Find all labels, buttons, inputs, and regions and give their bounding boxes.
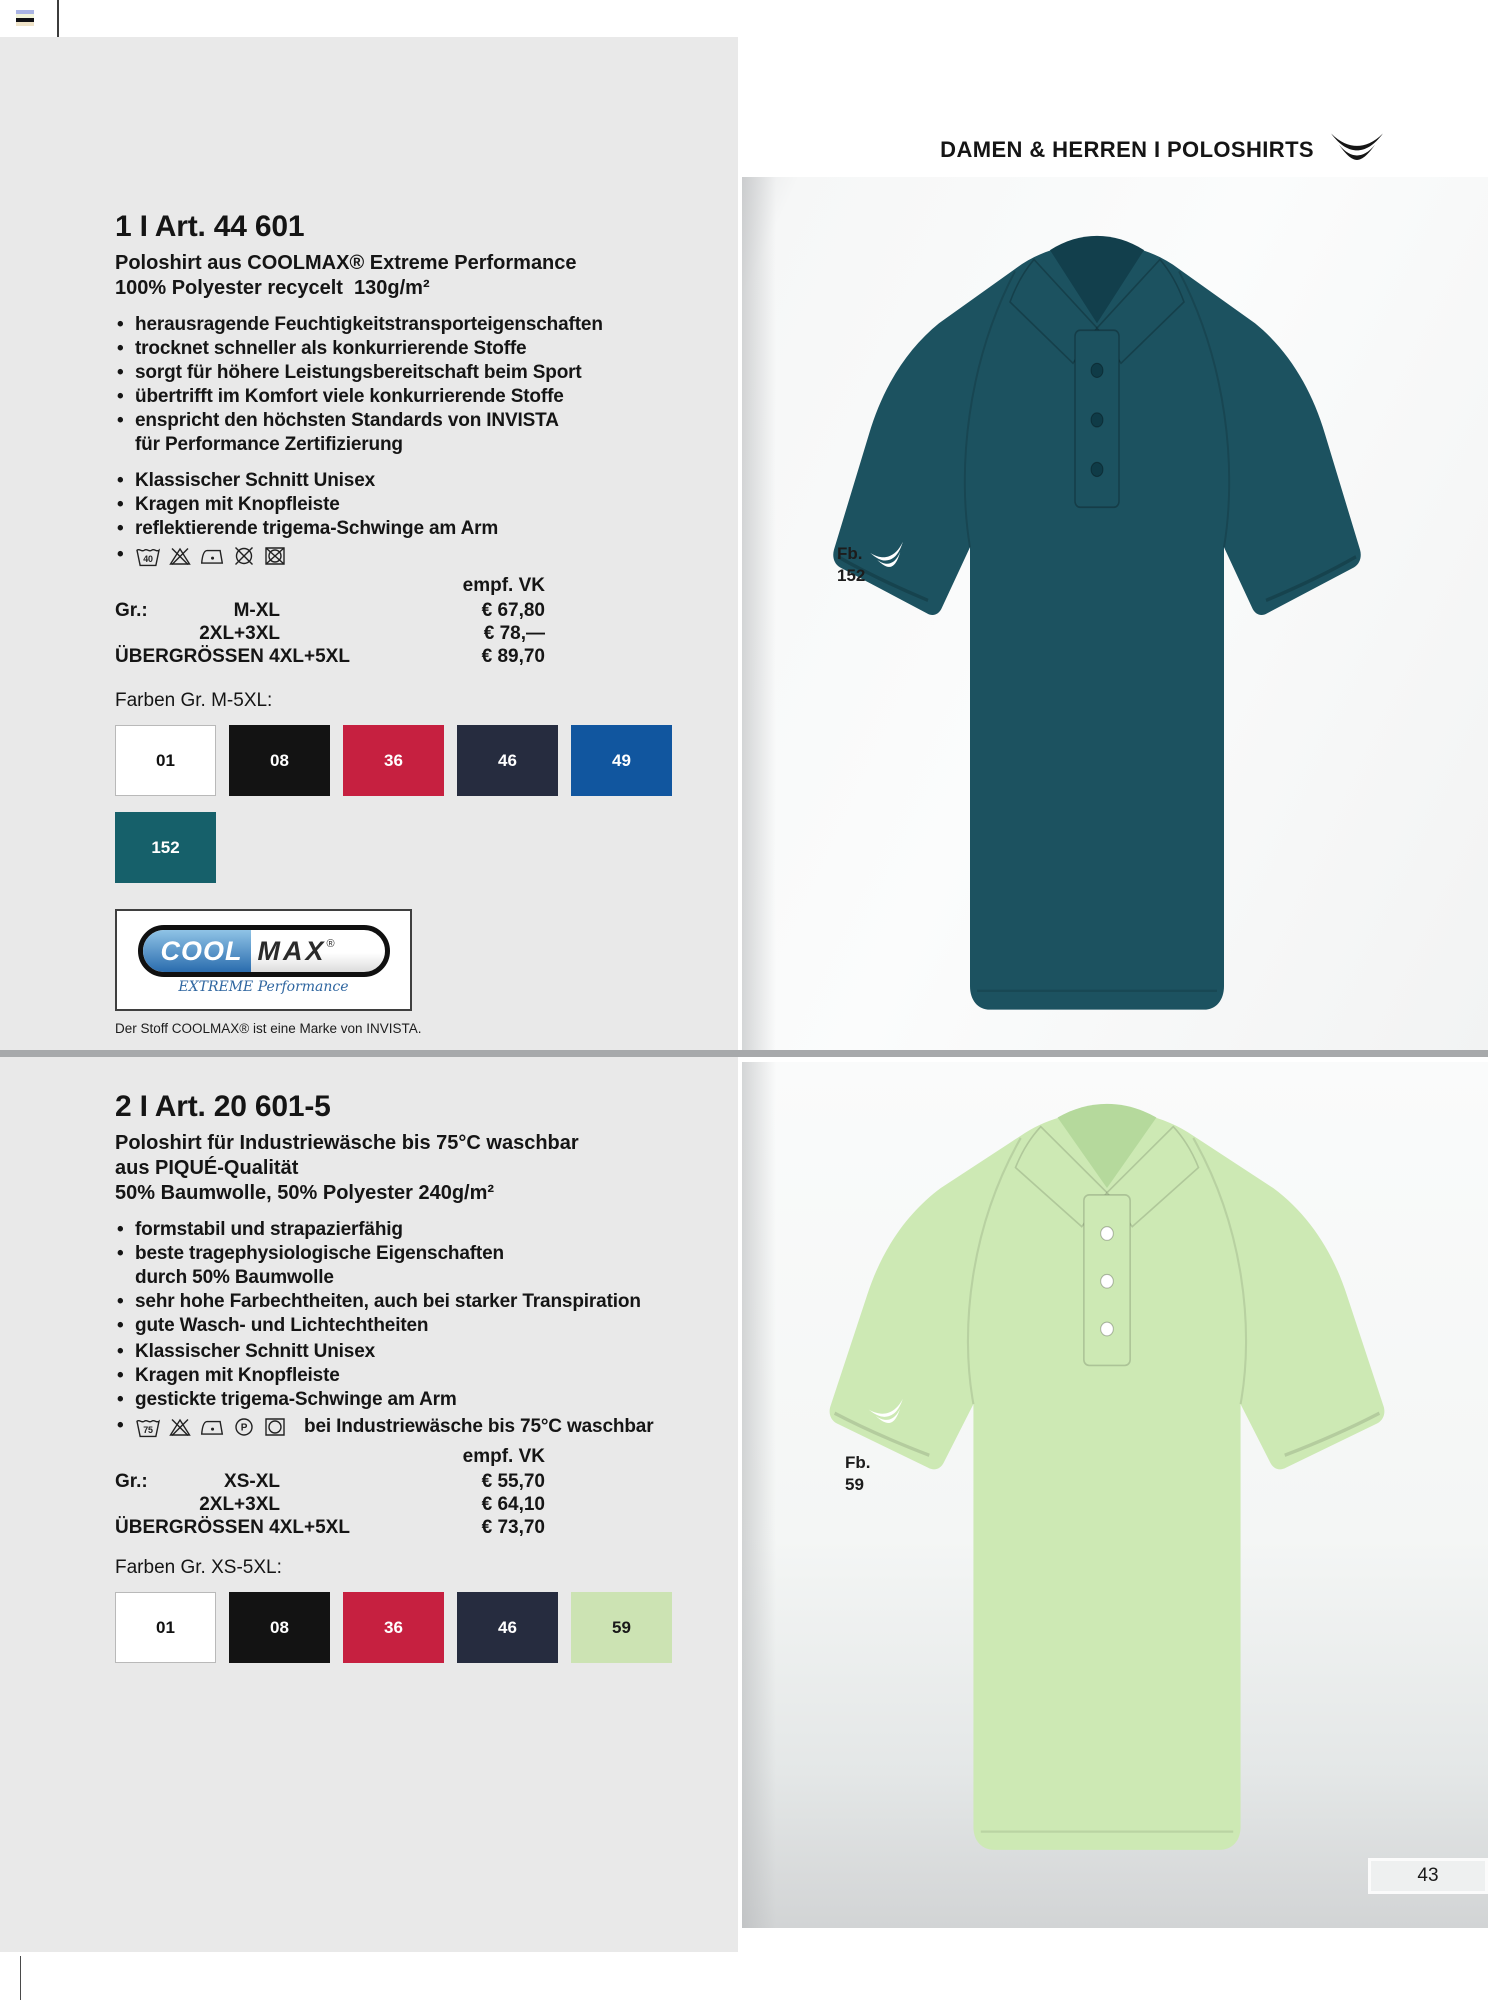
color-swatch: 49 xyxy=(571,725,672,796)
colors-label: Farben Gr. XS-5XL: xyxy=(115,1557,282,1578)
professional-wet-clean-p-icon xyxy=(232,1416,256,1438)
color-swatch-grid xyxy=(115,1592,681,1663)
list-item: • Klassischer Schnitt Unisex xyxy=(115,469,645,493)
price-table xyxy=(115,1446,545,1539)
product-photo-art-20601-5 xyxy=(742,1062,1488,1928)
list-item: • Kragen mit Knopfleiste xyxy=(115,493,645,517)
do-not-dry-clean-icon xyxy=(232,545,256,567)
color-swatch-grid xyxy=(115,725,681,883)
price-table-header: empf. VK xyxy=(462,1446,545,1467)
product-info-art-20601-5 xyxy=(115,1090,654,1663)
detail-list xyxy=(115,469,645,569)
iron-one-dot-icon xyxy=(199,545,225,567)
coolmax-logo xyxy=(115,909,412,1011)
feature-list xyxy=(115,313,645,457)
tumble-dry-allowed-icon xyxy=(263,1416,287,1438)
color-reference-label: Fb. 59 xyxy=(845,1453,871,1494)
list-item: • enspricht den höchsten Standards von INVISTA für Performance Zertifizierung xyxy=(115,409,645,457)
feature-list xyxy=(115,1218,645,1338)
color-swatch: 36 xyxy=(343,725,444,796)
product-info-art-44601 xyxy=(115,212,645,1036)
do-not-bleach-icon xyxy=(168,1416,192,1438)
color-swatch: 08 xyxy=(229,725,330,796)
do-not-bleach-icon xyxy=(168,545,192,567)
wash-40-icon xyxy=(135,545,161,567)
care-symbols-row xyxy=(115,1414,654,1440)
product-description: Poloshirt für Industriewäsche bis 75°C waschbar aus PIQUÉ-Qualität 50% Baumwolle, 50% Polyester 240g/m² xyxy=(115,1132,579,1204)
table-row: Gr.: M-XL € 67,80 xyxy=(115,600,545,621)
trigema-swoosh-icon xyxy=(1330,132,1384,167)
svg-text:75: • 75 xyxy=(143,1424,153,1435)
table-row: ÜBERGRÖSSEN 4XL+5XL € 89,70 xyxy=(115,646,545,667)
list-item: • übertrifft im Komfort viele konkurrierende Stoffe xyxy=(115,385,645,409)
page-number: 43 xyxy=(1368,1858,1488,1894)
svg-text:40: • 40 xyxy=(143,553,153,564)
color-swatch: 01 xyxy=(115,1592,216,1663)
color-swatch: 01 xyxy=(115,725,216,796)
coolmax-trademark-caption: Der Stoff COOLMAX® ist eine Marke von INVISTA. xyxy=(115,1021,422,1036)
list-item: • gute Wasch- und Lichtechtheiten xyxy=(115,1314,645,1338)
section-divider xyxy=(0,1050,1488,1057)
list-item: • gestickte trigema-Schwinge am Arm xyxy=(115,1388,645,1412)
article-heading: 2 I Art. 20 601-5 xyxy=(115,1090,331,1123)
color-swatch: 152 xyxy=(115,812,216,883)
coolmax-pill: COOL MAX ® xyxy=(138,925,390,977)
svg-text:P: P xyxy=(240,1422,248,1434)
list-item: • herausragende Feuchtigkeitstransporteigenschaften xyxy=(115,313,645,337)
do-not-tumble-dry-icon xyxy=(263,545,287,567)
list-item: • sorgt für höhere Leistungsbereitschaft beim Sport xyxy=(115,361,645,385)
care-note: bei Industriewäsche bis 75°C waschbar xyxy=(304,1416,654,1437)
colors-label: Farben Gr. M-5XL: xyxy=(115,690,273,711)
article-heading: 1 I Art. 44 601 xyxy=(115,210,305,243)
polo-shirt-teal xyxy=(807,177,1387,1050)
color-swatch: 08 xyxy=(229,1592,330,1663)
polo-shirt-light-green xyxy=(802,1062,1412,1909)
page-edge-line-top xyxy=(57,0,59,40)
product-description: Poloshirt aus COOLMAX® Extreme Performance 100% Polyester recycelt 130g/m² xyxy=(115,252,577,299)
table-row: 2XL+3XL € 64,10 xyxy=(199,1494,545,1515)
table-row: 2XL+3XL € 78,— xyxy=(199,623,545,644)
coolmax-subtitle: EXTREME Performance xyxy=(178,979,349,995)
list-item: • reflektierende trigema-Schwinge am Arm xyxy=(115,517,645,541)
page-title: DAMEN & HERREN I POLOSHIRTS xyxy=(940,136,1314,162)
color-reference-label: Fb. 152 xyxy=(837,544,866,585)
price-table xyxy=(115,575,545,668)
table-row: ÜBERGRÖSSEN 4XL+5XL € 73,70 xyxy=(115,1517,545,1538)
color-swatch: 46 xyxy=(457,1592,558,1663)
list-item: • Klassischer Schnitt Unisex xyxy=(115,1340,645,1364)
list-item: • Kragen mit Knopfleiste xyxy=(115,1364,645,1388)
scan-artifact-icon xyxy=(16,10,34,26)
page-header xyxy=(742,132,1442,167)
table-row: Gr.: XS-XL € 55,70 xyxy=(115,1471,545,1492)
color-swatch: 46 xyxy=(457,725,558,796)
iron-one-dot-icon xyxy=(199,1416,225,1438)
list-item: • formstabil und strapazierfähig xyxy=(115,1218,645,1242)
detail-list xyxy=(115,1340,654,1440)
color-swatch: 59 xyxy=(571,1592,672,1663)
color-swatch: 36 xyxy=(343,1592,444,1663)
price-table-header: empf. VK xyxy=(462,575,545,596)
page-edge-line-bottom xyxy=(20,1956,21,2000)
wash-75-icon xyxy=(135,1416,161,1438)
list-item: • beste tragephysiologische Eigenschaften durch 50% Baumwolle xyxy=(115,1242,645,1290)
list-item: • sehr hohe Farbechtheiten, auch bei starker Transpiration xyxy=(115,1290,645,1314)
care-symbols-row xyxy=(115,543,645,569)
list-item: • trocknet schneller als konkurrierende Stoffe xyxy=(115,337,645,361)
product-photo-art-44601 xyxy=(742,177,1488,1050)
